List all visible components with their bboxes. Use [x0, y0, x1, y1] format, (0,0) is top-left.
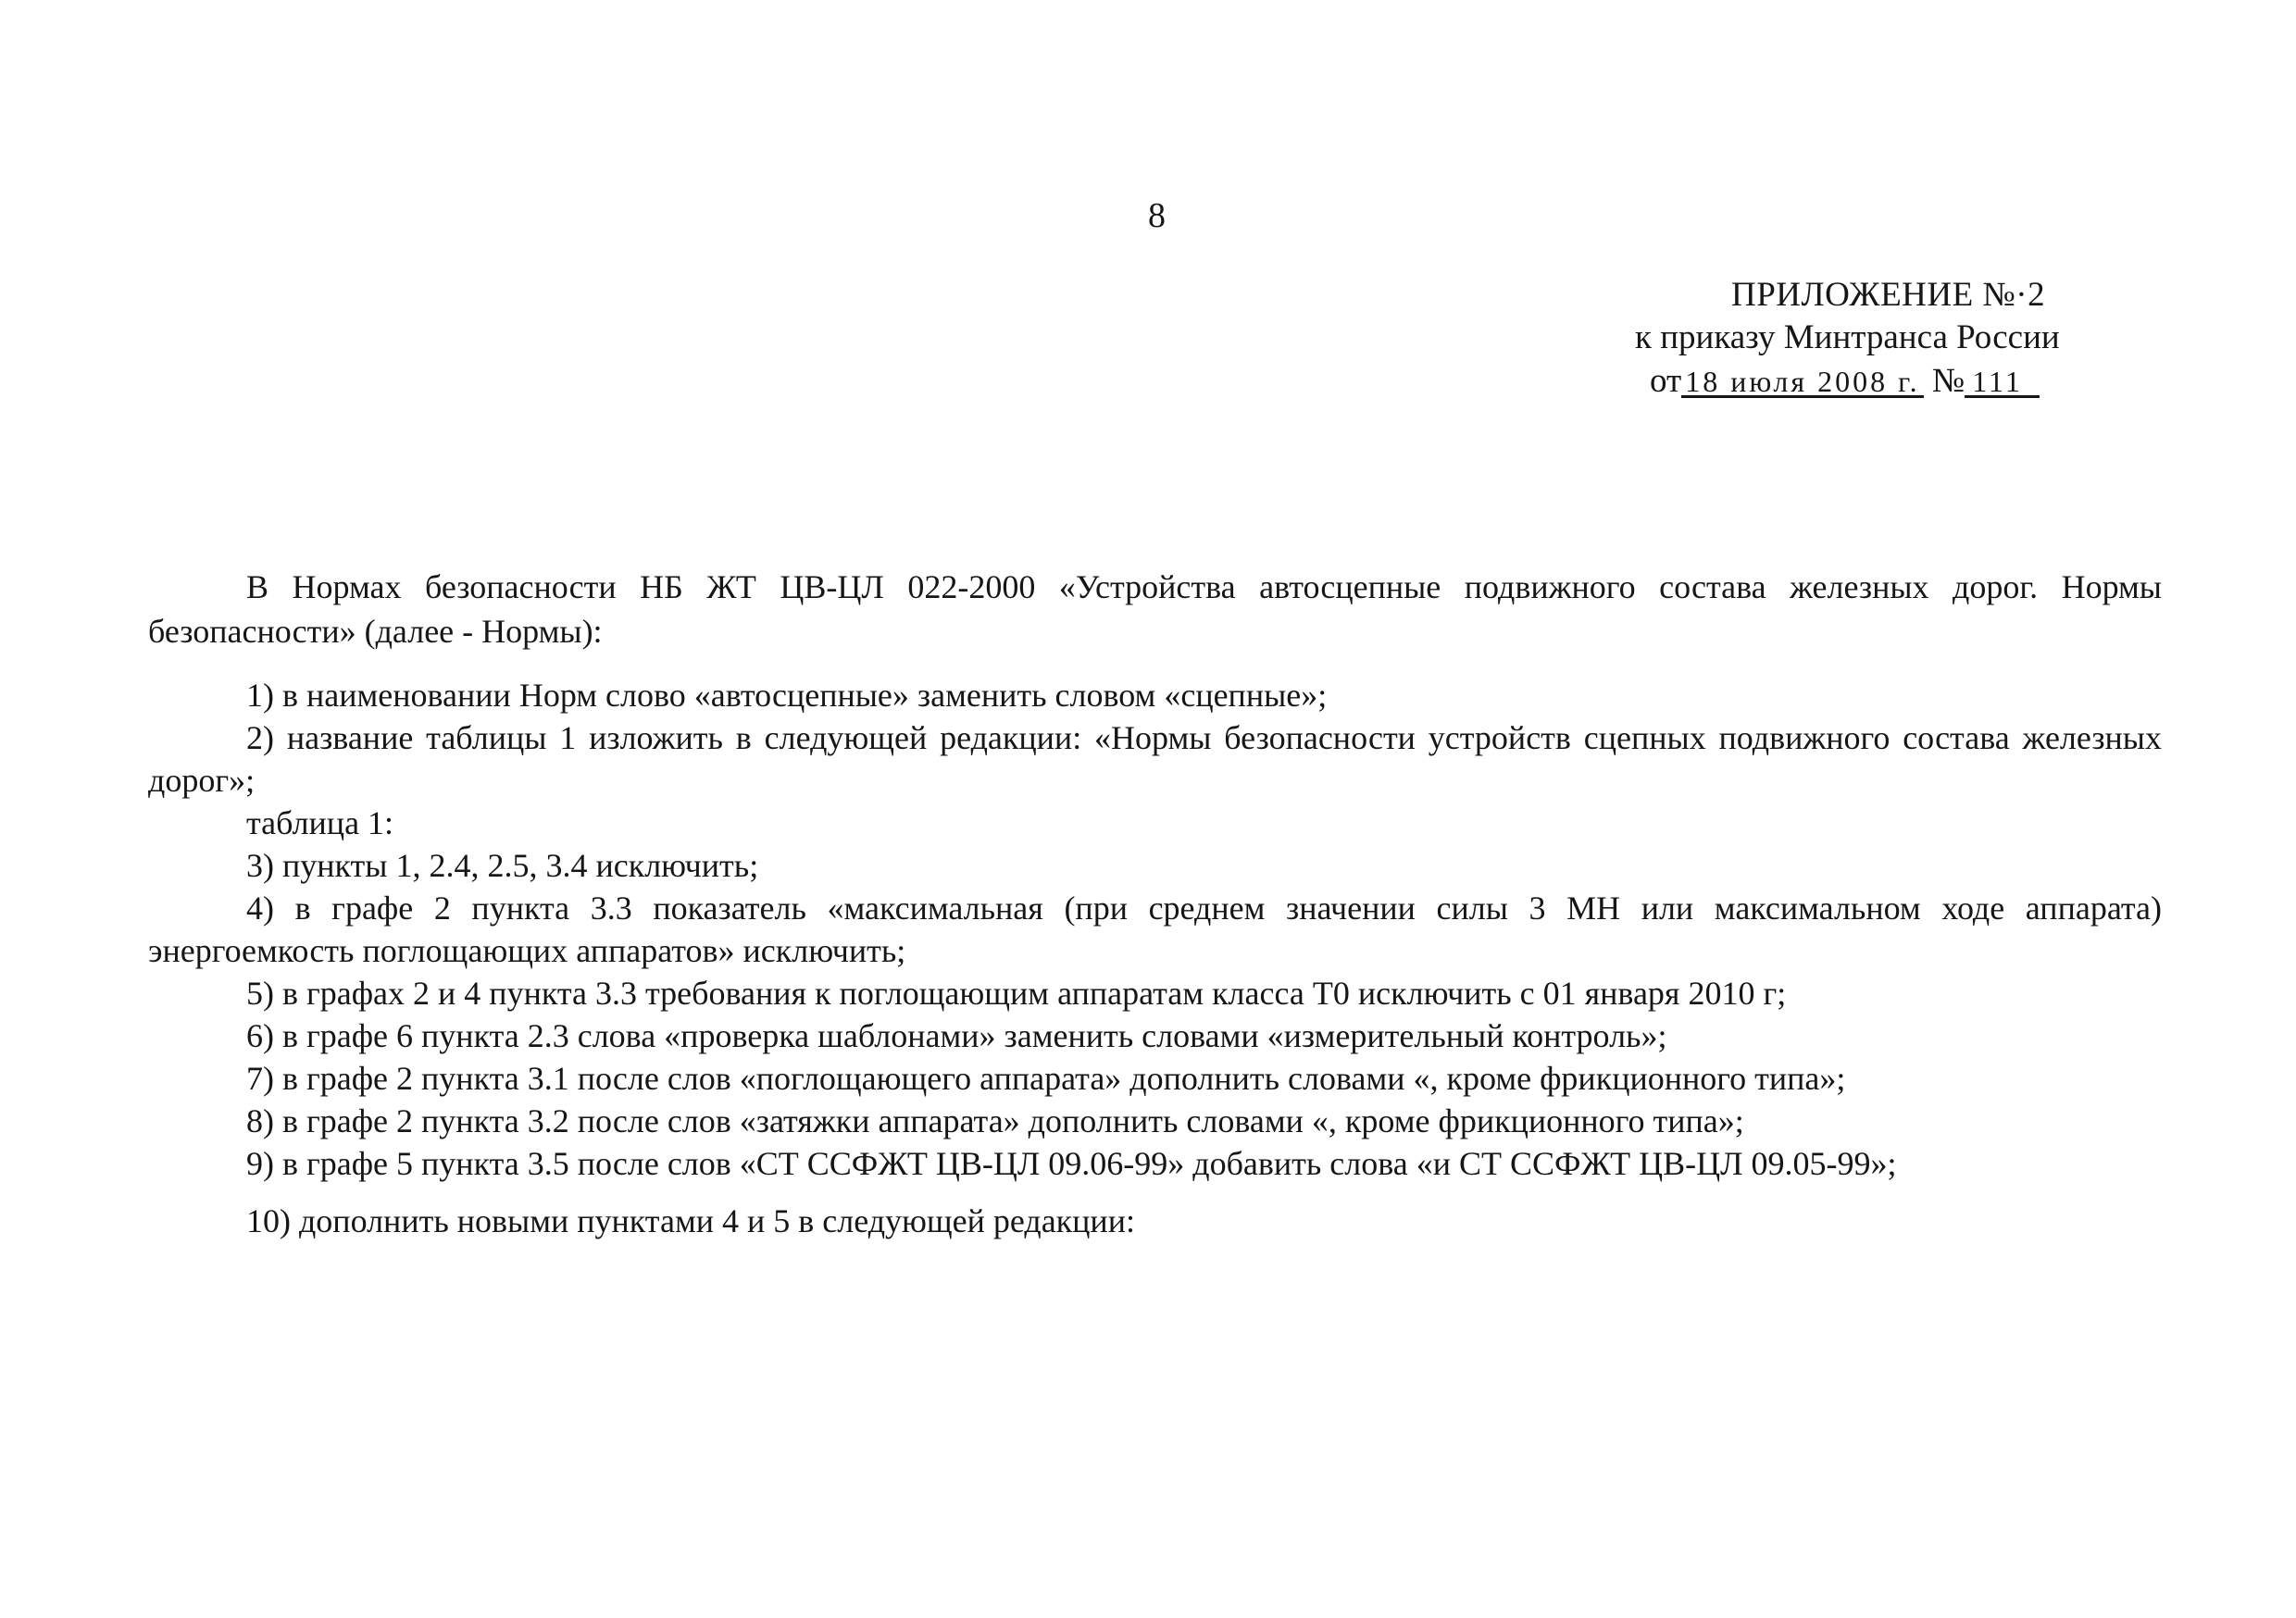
appendix-order-ref: к приказу Минтранса России: [1635, 318, 2060, 356]
list-item: 1) в наименовании Норм слово «автосцепные» заменить словом «сцепные»;: [246, 677, 1328, 714]
list-item: 8) в графе 2 пункта 3.2 после слов «затяжки аппарата» дополнить словами «, кроме фрикционного типа»;: [246, 1102, 1744, 1139]
list-item: 9) в графе 5 пункта 3.5 после слов «СТ ССФЖТ ЦВ-ЦЛ 09.06-99» добавить слова «и СТ ССФЖТ ЦВ-ЦЛ 09.05-99»;: [246, 1145, 1897, 1182]
appendix-title: ПРИЛОЖЕНИЕ №·2: [1731, 276, 2046, 314]
intro-paragraph: В Нормах безопасности НБ ЖТ ЦВ-ЦЛ 022-2000 «Устройства автосцепные подвижного состава железных дорог. Нормы безопасности» (далее - Нормы):: [148, 568, 2162, 650]
document-body: [148, 565, 2162, 1242]
list-item: 2) название таблицы 1 изложить в следующей редакции: «Нормы безопасности устройств сцепных подвижного состава железных дорог»;: [148, 719, 2162, 799]
appendix-date-line: [1650, 364, 2040, 398]
list-item: 3) пункты 1, 2.4, 2.5, 3.4 исключить;: [246, 847, 759, 884]
list-item: 10) дополнить новыми пунктами 4 и 5 в следующей редакции:: [246, 1202, 1135, 1239]
list-item: 6) в графе 6 пункта 2.3 слова «проверка шаблонами» заменить словами «измерительный контроль»;: [246, 1017, 1667, 1054]
order-number: 111: [1965, 367, 2040, 398]
list-item: таблица 1:: [246, 804, 394, 841]
page-number: 8: [1148, 196, 1166, 235]
list-item: 5) в графах 2 и 4 пункта 3.3 требования к поглощающим аппаратам класса Т0 исключить с 01 января 2010 г;: [246, 975, 1787, 1012]
order-date: 18 июля 2008 г.: [1681, 367, 1923, 398]
from-label: от: [1650, 362, 1682, 400]
list-item: 7) в графе 2 пункта 3.1 после слов «поглощающего аппарата» дополнить словами «, кроме фрикционного типа»;: [246, 1060, 1846, 1097]
number-label: №: [1931, 362, 1965, 400]
list-item: 4) в графе 2 пункта 3.3 показатель «максимальная (при среднем значении силы 3 МН или максимальном ходе аппарата) энергоемкость поглощающих аппаратов» исключить;: [148, 890, 2162, 969]
